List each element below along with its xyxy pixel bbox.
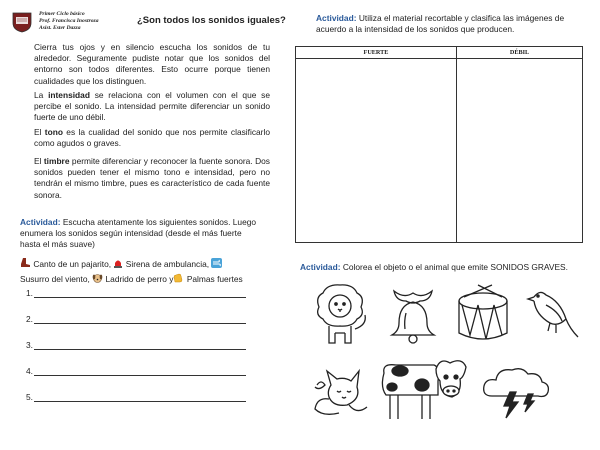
timbre-text: permite diferenciar y reconocer la fuente sonora. Dos sonidos pueden tener el mismo tono e intensidad, pero no tendrán el mismo timbre, pues es característico de cada fuente sonora. [34,156,270,200]
activity-3-text: Colorea el objeto o el animal que emite SONIDOS GRAVES. [340,262,568,272]
tone-text: es la cualidad del sonido que nos permite clasificarlo como agudos o graves. [34,127,270,149]
timbre-pre: El [34,156,44,166]
intensity-paragraph [34,90,270,124]
answer-number-5: 5. [26,392,33,402]
column-header-weak: DÉBIL [456,47,582,59]
answer-number-4: 4. [26,366,33,376]
answer-line-3[interactable] [26,340,246,350]
sound-3: Susurro del viento, [20,274,90,284]
activity-1-instruction [20,217,260,251]
thunder-cloud-icon[interactable] [480,366,552,422]
header-line-2: Prof. Francisca Inostroza [39,18,99,24]
school-header [39,11,99,32]
sound-1: Canto de un pajarito, [33,259,112,269]
tone-pre: El [34,127,45,137]
intensity-pre: La [34,90,49,100]
school-shield-icon [11,11,33,33]
activity-3-label: Actividad: [300,262,341,272]
header-line-1: Primer Ciclo básico [39,11,85,17]
sound-2: Sirena de ambulancia, [125,259,210,269]
clapping-hands-icon [173,273,184,287]
answer-number-1: 1. [26,288,33,298]
wind-icon [211,258,222,272]
write-line-5[interactable] [34,392,246,402]
bell-icon[interactable] [384,285,442,347]
sound-5: Palmas fuertes [186,274,243,284]
timbre-term: timbre [43,156,70,166]
drum-icon[interactable] [452,283,514,347]
header-line-3: Asist. Ester Dazza [39,25,81,31]
answer-number-3: 3. [26,340,33,350]
write-line-1[interactable] [34,288,246,298]
intensity-text: se relaciona con el volumen con el que se percibe el sonido. La intensidad permite diferenciar un sonido fuerte de uno débil. [34,90,270,123]
answer-number-2: 2. [26,314,33,324]
dog-icon [92,273,103,287]
write-line-2[interactable] [34,314,246,324]
timbre-paragraph [34,156,270,201]
weak-drop-area[interactable] [456,59,582,243]
answer-line-4[interactable] [26,366,246,376]
cat-icon[interactable] [309,355,373,421]
activity-2-label: Actividad: [316,13,357,23]
boot-icon [20,258,31,272]
answer-line-2[interactable] [26,314,246,324]
tone-paragraph [34,127,270,149]
intensity-term: intensidad [48,90,90,100]
page-title: ¿Son todos los sonidos iguales? [137,15,286,26]
activity-1-label: Actividad: [20,217,61,227]
sound-4: Ladrido de perro y [105,274,174,284]
intro-paragraph: Cierra tus ojos y en silencio escucha los sonidos de tu alrededor. Seguramente pudiste notar que los sonidos del entorno son todos diferentes. Esto ocurre porque tienen cualidades que los distinguen. [34,42,270,86]
bird-icon[interactable] [520,285,582,345]
column-header-strong: FUERTE [296,47,457,59]
write-line-4[interactable] [34,366,246,376]
sounds-list [20,257,280,287]
lion-icon[interactable] [309,281,371,347]
activity-2-text: Utiliza el material recortable y clasifica las imágenes de acuerdo a la intensidad de los sonidos que producen. [316,13,565,35]
classification-table [295,46,583,243]
cow-icon[interactable] [378,357,470,427]
strong-drop-area[interactable] [296,59,457,243]
activity-3-instruction [300,262,596,273]
activity-1-text: Escucha atentamente los siguientes sonidos. Luego enumera los sonidos según intensidad (desde el más fuerte hasta el más suave) [20,217,257,250]
siren-icon [113,258,123,272]
answer-line-1[interactable] [26,288,246,298]
write-line-3[interactable] [34,340,246,350]
answer-line-5[interactable] [26,392,246,402]
activity-2-instruction [316,13,582,35]
tone-term: tono [44,127,63,137]
